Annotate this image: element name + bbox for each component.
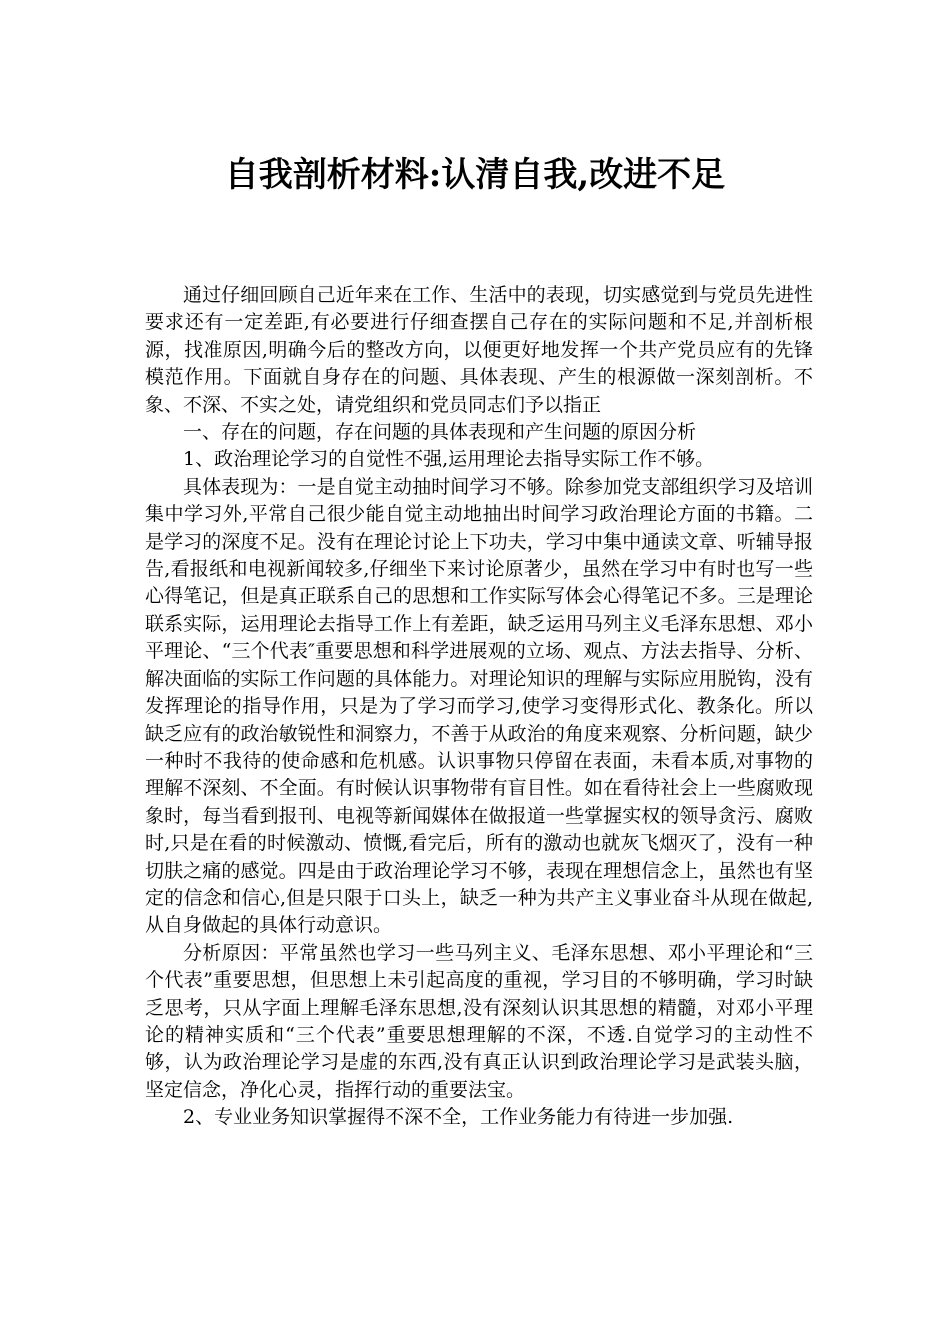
document-title: 自我剖析材料:认清自我,改进不足 <box>224 155 726 195</box>
paragraph-section-heading: 一、存在的问题，存在问题的具体表现和产生问题的原因分析 <box>183 421 697 444</box>
paragraph-cause-analysis: 分析原因：平常虽然也学习一些马列主义、毛泽东思想、邓小平理论和“三个代表”重要思想，但思想上未引起高度的重视，学习目的不够明确，学习时缺乏思考，只从字面上理解毛泽东思想,没有深刻认识其思想的精髓，对邓小平理论的精神实质和“三个代表”重要思想理解的不深，不透.自觉学习的主动性不够，认为政治理论学习是虚的东西,没有真正认识到政治理论学习是武装头脑，坚定信念，净化心灵，指挥行动的重要法宝。 <box>145 941 813 1101</box>
paragraph-point-2: 2、专业业务知识掌握得不深不全，工作业务能力有待进一步加强. <box>183 1106 734 1129</box>
paragraph-intro: 通过仔细回顾自己近年来在工作、生活中的表现，切实感觉到与党员先进性要求还有一定差距,有必要进行仔细查摆自己存在的实际问题和不足,并剖析根源，找准原因,明确今后的整改方向，以便更好地发挥一个共产党员应有的先锋模范作用。下面就自身存在的问题、具体表现、产生的根源做一深刻剖析。不象、不深、不实之处，请党组织和党员同志们予以指正 <box>145 284 813 416</box>
paragraph-point-1: 1、政治理论学习的自觉性不强,运用理论去指导实际工作不够。 <box>183 448 715 471</box>
document-body <box>145 282 813 1132</box>
paragraph-manifestation: 具体表现为：一是自觉主动抽时间学习不够。除参加党支部组织学习及培训集中学习外,平常自己很少能自觉主动地抽出时间学习政治理论方面的书籍。二是学习的深度不足。没有在理论讨论上下功夫，学习中集中通读文章、听辅导报告,看报纸和电视新闻较多,仔细坐下来讨论原著少，虽然在学习中有时也写一些心得笔记，但是真正联系自己的思想和工作实际写体会心得笔记不多。三是理论联系实际，运用理论去指导工作上有差距，缺乏运用马列主义毛泽东思想、邓小平理论、“三个代表″重要思想和科学进展观的立场、观点、方法去指导、分析、解决面临的实际工作问题的具体能力。对理论知识的理解与实际应用脱钩，没有发挥理论的指导作用，只是为了学习而学习,使学习变得形式化、教条化。所以缺乏应有的政治敏锐性和洞察力，不善于从政治的角度来观察、分析问题，缺少一种时不我待的使命感和危机感。认识事物只停留在表面，未看本质,对事物的理解不深刻、不全面。有时候认识事物带有盲目性。如在看待社会上一些腐败现象时，每当看到报刊、电视等新闻媒体在做报道一些掌握实权的领导贪污、腐败时,只是在看的时候激动、愤慨,看完后，所有的激动也就灰飞烟灭了，没有一种切肤之痛的感觉。四是由于政治理论学习不够，表现在理想信念上，虽然也有坚定的信念和信心,但是只限于口头上，缺乏一种为共产主义事业奋斗从现在做起,从自身做起的具体行动意识。 <box>145 475 813 937</box>
